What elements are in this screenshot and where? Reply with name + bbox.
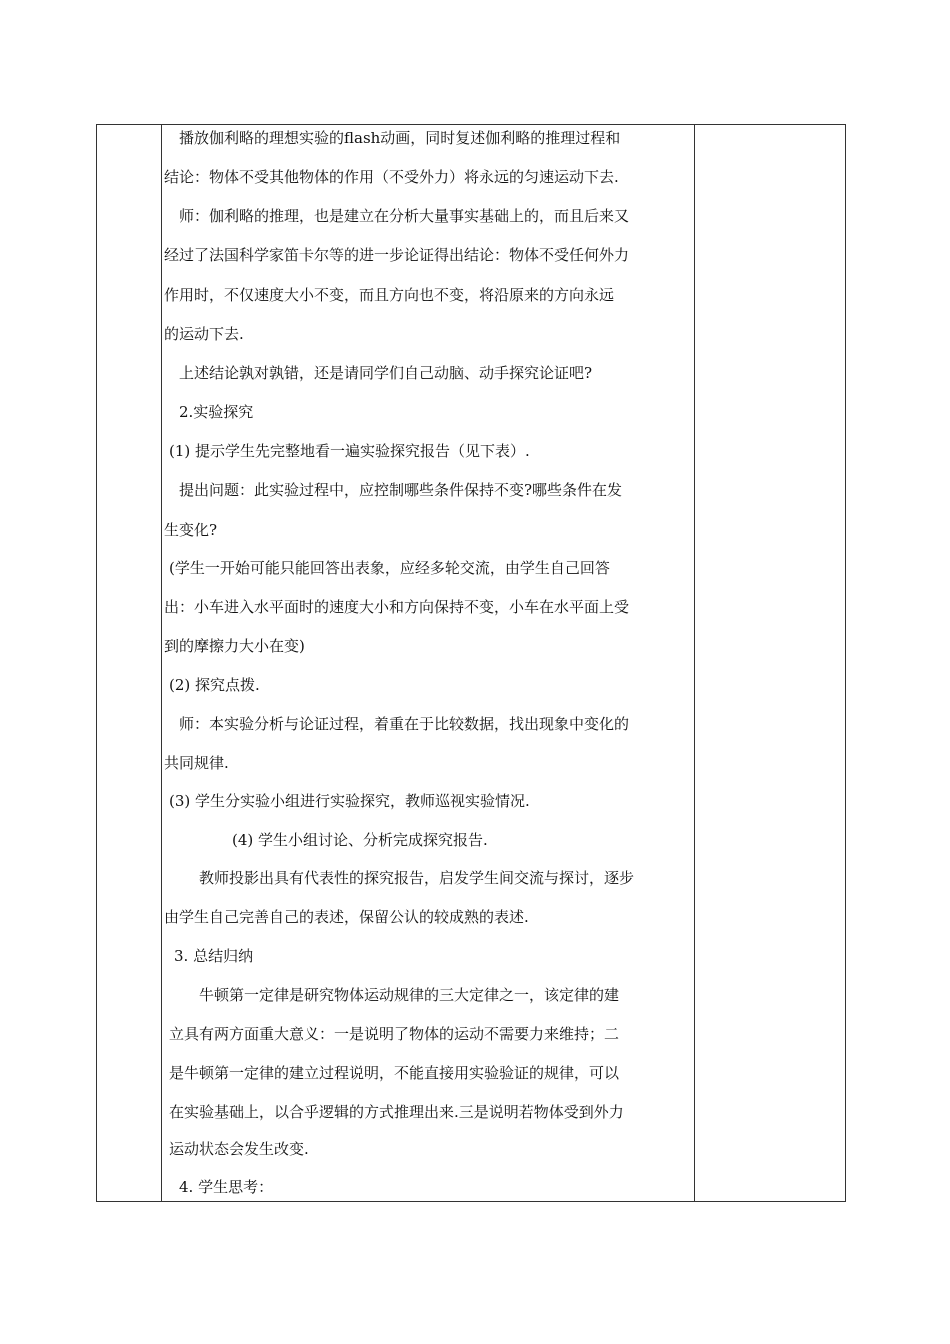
text-line: (3) 学生分实验小组进行实验探究，教师巡视实验情况. <box>169 792 530 810</box>
text-line: 师：伽利略的推理，也是建立在分析大量事实基础上的，而且后来又 <box>179 207 630 225</box>
section-heading: 3. 总结归纳 <box>174 947 254 965</box>
text-line: 播放伽利略的理想实验的flash动画，同时复述伽利略的推理过程和 <box>179 129 621 147</box>
text-line: 运动状态会发生改变. <box>169 1140 309 1158</box>
section-heading: 2.实验探究 <box>179 403 254 421</box>
text-line: 由学生自己完善自己的表述，保留公认的较成熟的表述. <box>164 908 529 926</box>
text-line: 在实验基础上，以合乎逻辑的方式推理出来.三是说明若物体受到外力 <box>169 1103 624 1121</box>
text-line: 生变化? <box>164 521 218 539</box>
text-line: (1) 提示学生先完整地看一遍实验探究报告（见下表）. <box>169 442 530 460</box>
column-divider-right <box>694 125 695 1201</box>
text-line: 提出问题：此实验过程中，应控制哪些条件保持不变?哪些条件在发 <box>179 481 623 499</box>
text-line: 是牛顿第一定律的建立过程说明，不能直接用实验验证的规律，可以 <box>169 1064 620 1082</box>
lesson-table <box>96 124 846 1202</box>
text-line: (4) 学生小组讨论、分析完成探究报告. <box>232 831 488 849</box>
text-line: 到的摩擦力大小在变) <box>164 637 305 655</box>
text-line: 的运动下去. <box>164 325 244 343</box>
text-line: (2) 探究点拨. <box>169 676 260 694</box>
text-line: 立具有两方面重大意义：一是说明了物体的运动不需要力来维持；二 <box>169 1025 620 1043</box>
text-line: 出：小车进入水平面时的速度大小和方向保持不变，小车在水平面上受 <box>164 598 630 616</box>
text-line: 教师投影出具有代表性的探究报告，启发学生间交流与探讨，逐步 <box>199 869 635 887</box>
section-heading: 4. 学生思考： <box>179 1178 274 1196</box>
text-line: 结论：物体不受其他物体的作用（不受外力）将永远的匀速运动下去. <box>164 168 619 186</box>
text-line: 师：本实验分析与论证过程，着重在于比较数据，找出现象中变化的 <box>179 715 630 733</box>
text-line: 共同规律. <box>164 754 229 772</box>
text-line: (学生一开始可能只能回答出表象，应经多轮交流，由学生自己回答 <box>169 559 610 577</box>
column-divider-left <box>161 125 162 1201</box>
text-line: 上述结论孰对孰错，还是请同学们自己动脑、动手探究论证吧? <box>179 364 593 382</box>
text-line: 作用时，不仅速度大小不变，而且方向也不变，将沿原来的方向永远 <box>164 286 615 304</box>
text-line: 牛顿第一定律是研究物体运动规律的三大定律之一，该定律的建 <box>199 986 620 1004</box>
text-line: 经过了法国科学家笛卡尔等的进一步论证得出结论：物体不受任何外力 <box>164 246 630 264</box>
